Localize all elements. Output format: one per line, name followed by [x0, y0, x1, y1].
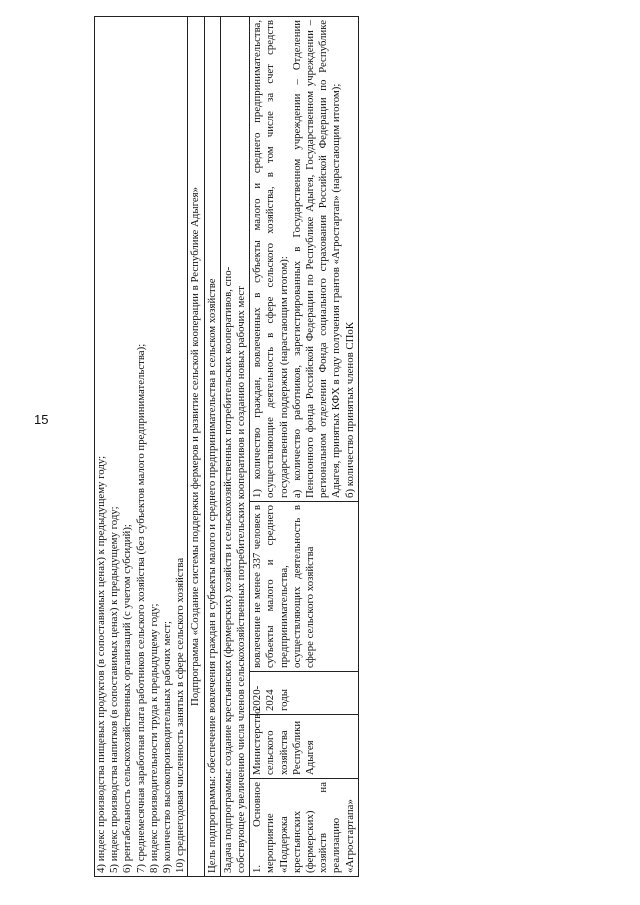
- subprogram-goal: Цель подпрограммы: обеспечение вовлечения граждан в субъекты малого и среднего предпринимательства в сельском хозяйстве: [204, 16, 220, 876]
- subprogram-goal-row: [204, 16, 220, 876]
- executor-cell: Министерство сельского хозяйства Республики Адыгея: [250, 715, 359, 779]
- subprogram-task: [220, 16, 249, 876]
- indicator-item: 8) индекс производительности труда к предыдущему году;: [147, 603, 160, 873]
- indicator-main: 1) количество граждан, вовлеченных в субъекты малого и среднего предпринимательства, осуществляющие деятельность в сфере сельского хозяйства, в том числе за счет средств государственной поддержки (нарастающим итогом):: [251, 19, 290, 498]
- indicator-item: 4) индекс производства пищевых продуктов (в сопоставимых ценах) к предыдущему году;: [95, 455, 107, 873]
- rotated-table-frame: [94, 17, 564, 877]
- indicator-item: 7) среднемесячная заработная плата работников сельского хозяйства (без субъектов малого предпринимательства);: [134, 343, 147, 873]
- period-cell: 2020-2024 годы: [250, 672, 359, 715]
- indicators-cell: [250, 16, 359, 501]
- indicators-cell: [95, 16, 188, 876]
- indicator-item: 10) среднегодовая численность занятых в сфере сельского хозяйства: [174, 557, 187, 873]
- subprogram-task-row: [220, 16, 249, 876]
- event-row: [250, 16, 359, 876]
- indicator-sub-a: а) количество работников, зарегистрированных в Государственном учреждении – Отделении Пенсионного фонда Российской Федерации по Республике Адыгея, Государственном учреждении – региональном отделении Фонда социального страхования Российской Федерации по Республике Адыгея, принятых КФХ в году получения грантов «Агростартап» (нарастающим итогом);: [290, 19, 343, 498]
- indicator-item: 9) количество высокопроизводительных рабочих мест;: [161, 620, 174, 873]
- indicator-item: 5) индекс производства напитков (в сопоставимых ценах) к предыдущему году;: [108, 506, 121, 873]
- subprogram-title-row: [188, 16, 204, 876]
- subprogram-title: Подпрограмма «Создание системы поддержки фермеров и развитие сельской кооперации в Республике Адыгея»: [188, 16, 204, 876]
- page-number: 15: [34, 412, 49, 427]
- event-name-cell: 1. Основное мероприятие «Поддержка крестьянских (фермерских) хозяйств на реализацию «Агростартапа»: [250, 779, 359, 877]
- indicators-row: [95, 16, 188, 876]
- indicator-sub-b: б) количество принятых членов СПоК: [343, 322, 356, 498]
- program-table: [94, 16, 359, 877]
- subprogram-task-line: собствующее увеличению числа членов сельскохозяйственных потребительских кооперативов и созданию новых рабочих мест: [235, 286, 248, 873]
- result-cell: вовлечение не менее 337 человек в субъекты малого и среднего предпринимательства, осуществляющих деятельность в сфере сельского хозяйства: [250, 502, 359, 672]
- indicator-item: 6) рентабельность сельскохозяйственных организаций (с учетом субсидий);: [121, 524, 134, 873]
- subprogram-task-line: Задача подпрограммы: создание крестьянских (фермерских) хозяйств и сельскохозяйственных потребительских кооперативов, спо-: [221, 266, 234, 873]
